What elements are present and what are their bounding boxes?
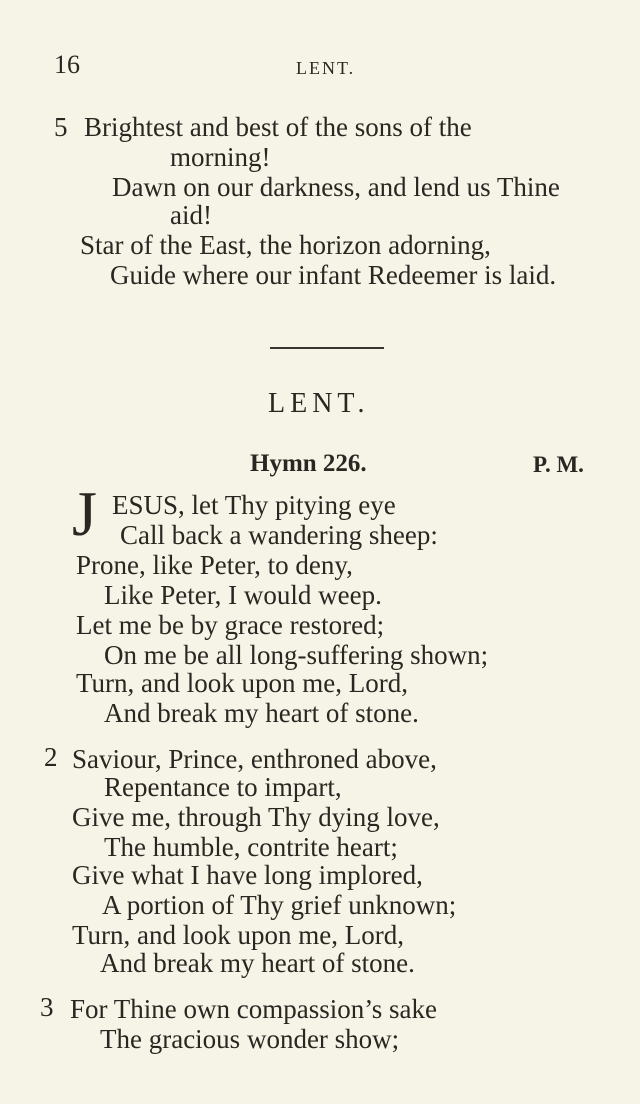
verse-line: For Thine own compassion’s sake: [70, 994, 437, 1024]
verse-line: Prone, like Peter, to deny,: [76, 550, 353, 580]
verse-line: Star of the East, the horizon adorning,: [80, 230, 491, 260]
verse-line: Turn, and look upon me, Lord,: [76, 668, 408, 698]
verse-line: Give me, through Thy dying love,: [72, 802, 440, 832]
verse-number: 5: [54, 112, 68, 142]
verse-line: Let me be by grace restored;: [76, 610, 385, 640]
verse-line: Turn, and look upon me, Lord,: [72, 920, 404, 950]
verse-line: And break my heart of stone.: [100, 948, 415, 978]
hymn-title: Hymn 226.: [250, 450, 367, 477]
hymn-meter: P. M.: [533, 452, 584, 477]
verse-line: morning!: [170, 142, 271, 172]
page-number: 16: [54, 50, 80, 79]
section-divider: [270, 347, 384, 349]
verse-line: Guide where our infant Redeemer is laid.: [110, 260, 557, 290]
verse-line: Brightest and best of the sons of the: [84, 112, 472, 142]
verse-line: Give what I have long implored,: [72, 860, 423, 890]
section-heading: LENT.: [268, 388, 370, 419]
verse-line: Call back a wandering sheep:: [120, 520, 438, 550]
verse-line: Dawn on our darkness, and lend us Thine: [112, 172, 560, 202]
drop-cap: J: [72, 478, 97, 549]
verse-number: 3: [40, 992, 54, 1022]
verse-line: ESUS, let Thy pitying eye: [112, 490, 396, 520]
verse-line: Like Peter, I would weep.: [104, 580, 382, 610]
verse-line: A portion of Thy grief unknown;: [102, 890, 457, 920]
verse-number: 2: [44, 742, 58, 772]
verse-line: Saviour, Prince, enthroned above,: [72, 744, 437, 774]
verse-line: Repentance to impart,: [104, 772, 342, 802]
verse-line: And break my heart of stone.: [104, 698, 419, 728]
running-head: LENT.: [296, 58, 356, 78]
verse-line: aid!: [170, 200, 212, 230]
verse-line: On me be all long-suffering shown;: [104, 640, 489, 670]
verse-line: The gracious wonder show;: [100, 1024, 400, 1054]
verse-line: The humble, contrite heart;: [104, 832, 398, 862]
